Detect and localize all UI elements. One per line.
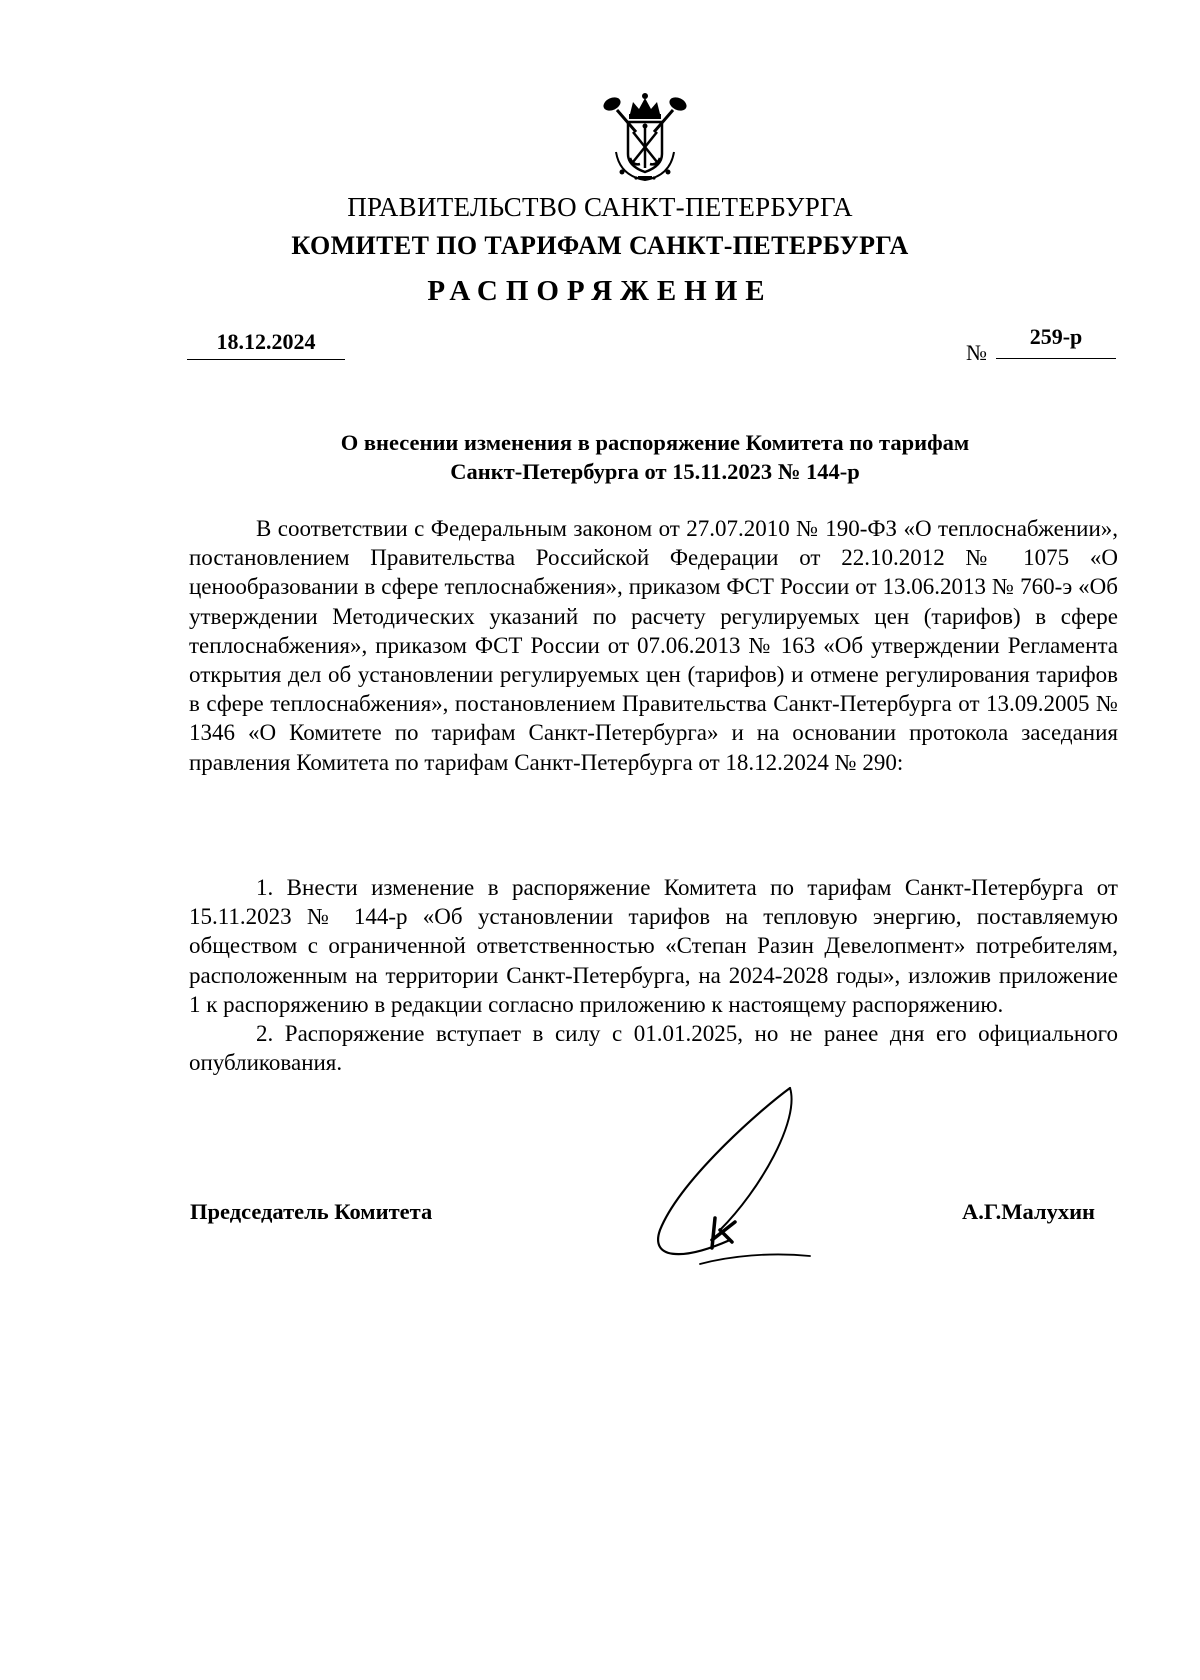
order-item-1: 1. Внести изменение в распоряжение Комитета по тарифам Санкт-Петербурга от 15.11.2023 № 144-р «Об установлении тарифов на тепловую энергию, поставляемую обществом с ограниченной ответственностью «Степан Разин Девелопмент» потребителям, расположенным на территории Санкт-Петербурга, на 2024-2028 годы», изложив приложение 1 к распоряжению в редакции согласно приложению к настоящему распоряжению. — [189, 875, 1118, 1017]
committee-title: КОМИТЕТ ПО ТАРИФАМ САНКТ-ПЕТЕРБУРГА — [291, 231, 909, 260]
document-subject — [190, 428, 1120, 486]
preamble-paragraph: В соответствии с Федеральным законом от 27.07.2010 № 190-ФЗ «О теплоснабжении», постановлением Правительства Российской Федерации от 22.10.2012 № 1075 «О ценообразовании в сфере теплоснабжения», приказом ФСТ России от 13.06.2013 № 760-э «Об утверждении Методических указаний по расчету регулируемых цен (тарифов) в сфере теплоснабжения», приказом ФСТ России от 07.06.2013 № 163 «Об утверждении Регламента открытия дел об установлении регулируемых цен (тарифов) и отмене регулирования тарифов в сфере теплоснабжения», постановлением Правительства Санкт-Петербурга от 13.09.2005 № 1346 «О Комитете по тарифам Санкт-Петербурга» и на основании протокола заседания правления Комитета по тарифам Санкт-Петербурга от 18.12.2024 № 290: — [189, 516, 1118, 775]
order-items — [189, 873, 1118, 1077]
subject-line-2: Санкт-Петербурга от 15.11.2023 № 144-р — [450, 459, 860, 484]
document-date: 18.12.2024 — [187, 327, 345, 360]
document-number: 259-р — [996, 322, 1116, 359]
number-sign: № — [966, 340, 987, 365]
subject-line-1: О внесении изменения в распоряжение Комитета по тарифам — [340, 430, 970, 455]
signatory-name: А.Г.Малухин — [962, 1199, 1096, 1224]
signatory-title: Председатель Комитета — [190, 1199, 433, 1224]
order-item-2: 2. Распоряжение вступает в силу с 01.01.2025, но не ранее дня его официального опубликования. — [189, 1021, 1118, 1076]
government-title: ПРАВИТЕЛЬСТВО САНКТ-ПЕТЕРБУРГА — [347, 192, 853, 222]
preamble-section — [189, 514, 1118, 777]
coat-of-arms-icon — [600, 92, 690, 184]
handwritten-signature-icon — [640, 1080, 820, 1270]
document-type-title: РАСПОРЯЖЕНИЕ — [427, 275, 773, 307]
